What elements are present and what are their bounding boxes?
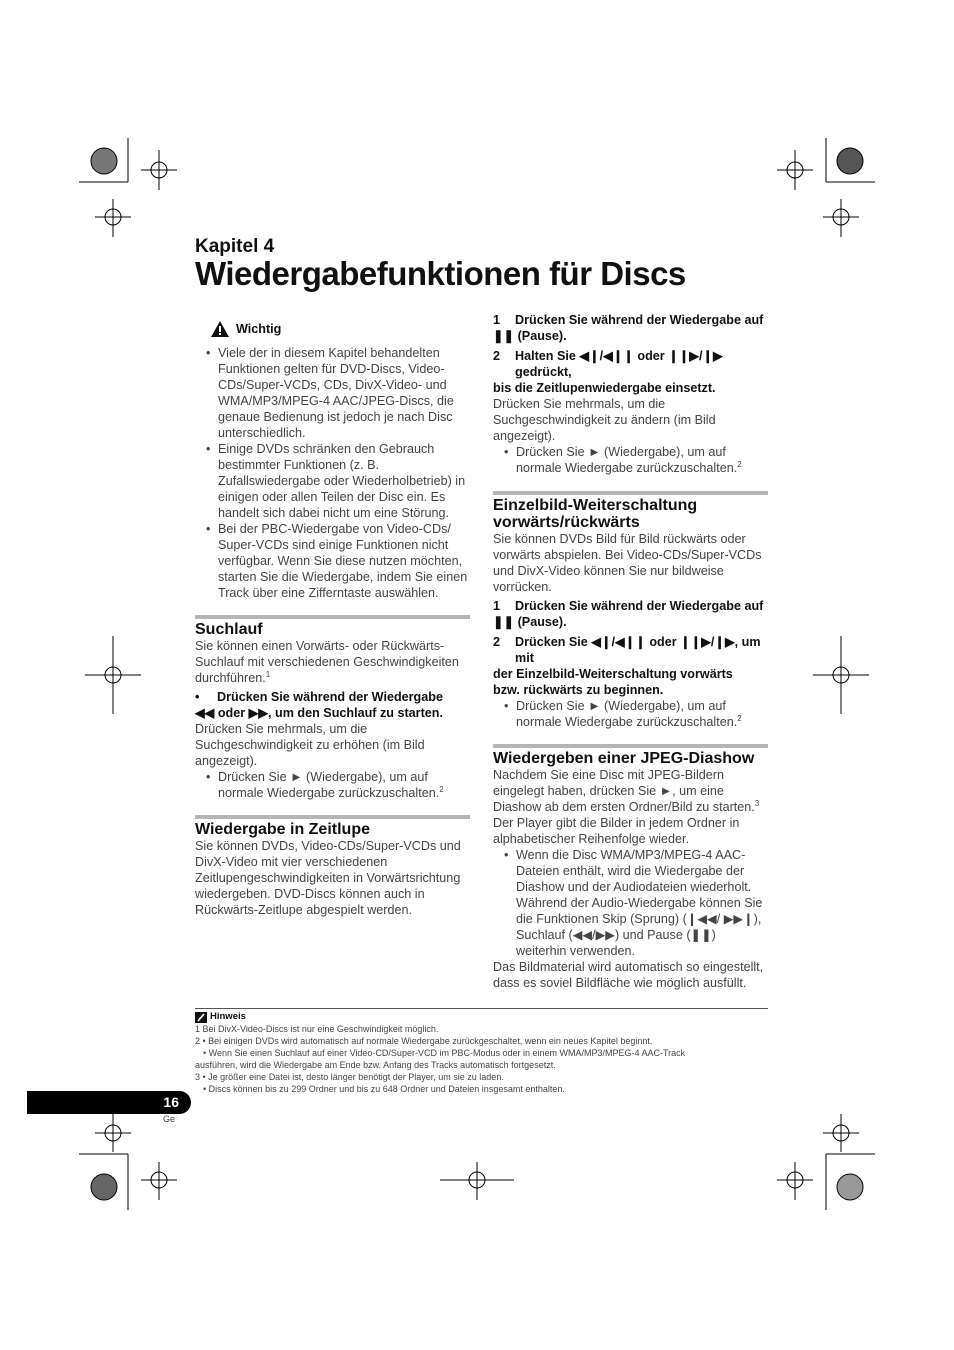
instruction-step-cont: bis die Zeitlupenwiedergabe einsetzt. [493, 381, 716, 395]
bullet-list [493, 698, 768, 730]
section-text: Sie können einen Vorwärts- oder Rückwärts-Suchlauf mit verschiedenen Geschwindigkeiten durchführen.$^1$ [195, 639, 459, 685]
list-item: • Drücken Sie ► (Wiedergabe), um auf normale Wiedergabe zurückzuschalten.$^2$ [516, 444, 768, 476]
footnote-line: ausführen, wird die Wiedergabe am Ende bzw. Anfang des Tracks automatisch fortgesetzt. [195, 1060, 556, 1070]
list-item: • Viele der in diesem Kapitel behandelten Funktionen gelten für DVD-Discs, Video-CDs/Super-VCDs, CDs, DivX-Video- und WMA/MP3/MPEG-4 AAC/JPEG-Discs, die genaue Bedienung ist jedoch je nach Disc unterschiedlich. [218, 345, 470, 441]
footnote-line: • Wenn Sie einen Suchlauf auf einer Video-CD/Super-VCD im PBC-Modus oder in einem WMA/MP3/MPEG-4 AAC-Track [203, 1048, 686, 1058]
instruction-step-cont: ❚❚ (Pause). [493, 615, 567, 629]
section-heading-suchlauf: Suchlauf [195, 615, 470, 638]
warning-icon [210, 320, 230, 338]
list-item: • Einige DVDs schränken den Gebrauch bestimmter Funktionen (z. B. Zufallswiedergabe oder Wiederholbetrieb) in einigen oder allen Teilen der Disc ein. Es handelt sich dabei nicht um eine Störung. [218, 441, 470, 521]
list-item: • Drücken Sie ► (Wiedergabe), um auf normale Wiedergabe zurückzuschalten.$^2$ [218, 769, 470, 801]
bullet-list [493, 444, 768, 476]
footnote-line: 3 • Je größer eine Datei ist, desto länger benötigt der Player, um sie zu laden. [195, 1072, 504, 1082]
note-pencil-icon [195, 1012, 207, 1023]
instruction-step: 2 Halten Sie ◀❙/◀❙❙ oder ❙❙▶/❙▶ gedrückt, [493, 349, 723, 379]
list-item: • Bei der PBC-Wiedergabe von Video-CDs/ Super-VCDs sind einige Funktionen nicht verfügbar. Wenn Sie diese nutzen möchten, starten Sie die Wiedergabe, indem Sie einen Track über eine Zifferntaste auswählen. [218, 521, 470, 601]
section-heading-jpeg: Wiedergeben einer JPEG-Diashow [493, 744, 768, 767]
section-text: Drücken Sie mehrmals, um die Suchgeschwindigkeit zu ändern (im Bild angezeigt). [493, 397, 716, 443]
section-heading-einzelbild: Einzelbild-Weiterschaltung vorwärts/rückwärts [493, 491, 768, 531]
section-text: Sie können DVDs Bild für Bild rückwärts oder vorwärts abspielen. Bei Video-CDs/Super-VCDs und DivX-Video können Sie nur bildweise vorrücken. [493, 532, 762, 594]
bullet-list [195, 769, 470, 801]
section-text: Das Bildmaterial wird automatisch so eingestellt, dass es soviel Bildfläche wie möglich ausfüllt. [493, 960, 764, 990]
page-title: Wiedergabefunktionen für Discs [195, 255, 686, 292]
important-box-header [210, 320, 470, 338]
language-code: Ge [163, 1114, 176, 1124]
instruction-step-cont: der Einzelbild-Weiterschaltung vorwärts [493, 667, 733, 681]
section-text: Drücken Sie mehrmals, um die Suchgeschwindigkeit zu erhöhen (im Bild angezeigt). [195, 722, 425, 768]
list-item: • Wenn die Disc WMA/MP3/MPEG-4 AAC-Dateien enthält, wird die Wiedergabe der Diashow und der Audiodateien wiederholt. Während der Audio-Wiedergabe können Sie die Funktionen Skip (Sprung) (❙◀◀/ ▶▶❙), Suchlauf (◀◀/▶▶) und Pause (❚❚) weiterhin verwenden. [516, 847, 768, 959]
instruction-step: 1 Drücken Sie während der Wiedergabe auf [493, 599, 764, 613]
page-number-tab [27, 1091, 191, 1114]
section-text: Nachdem Sie eine Disc mit JPEG-Bildern eingelegt haben, drücken Sie ►, um eine Diashow ab dem ersten Ordner/Bild zu starten.$^3$ Der Player gibt die Bilder in jedem Ordner in alphabetischer Reihenfolge wieder. [493, 768, 760, 846]
footnote-line: 1 Bei DivX-Video-Discs ist nur eine Geschwindigkeit möglich. [195, 1024, 439, 1034]
page-number: 16 [163, 1094, 179, 1110]
list-item: • Drücken Sie ► (Wiedergabe), um auf normale Wiedergabe zurückzuschalten.$^2$ [516, 698, 768, 730]
instruction-step: 1 Drücken Sie während der Wiedergabe auf [493, 313, 764, 327]
note-header: Hinweis [195, 1011, 768, 1023]
instruction-step: • Drücken Sie während der Wiedergabe [195, 690, 443, 704]
bullet-list [493, 847, 768, 959]
instruction-step-cont: bzw. rückwärts zu beginnen. [493, 683, 664, 697]
section-heading-zeitlupe: Wiedergabe in Zeitlupe [195, 815, 470, 838]
chapter-label: Kapitel 4 [195, 236, 275, 257]
important-label: Wichtig [236, 322, 282, 336]
footnotes [195, 1008, 768, 1095]
instruction-step-cont: ❚❚ (Pause). [493, 329, 567, 343]
instruction-step-cont: ◀◀ oder ▶▶, um den Suchlauf zu starten. [195, 706, 443, 720]
footnote-line: • Discs können bis zu 299 Ordner und bis zu 648 Ordner und Dateien insgesamt enthalten. [203, 1084, 565, 1094]
section-text: Sie können DVDs, Video-CDs/Super-VCDs und DivX-Video mit vier verschiedenen Zeitlupengeschwindigkeiten in Vorwärtsrichtung wiedergeben. DVD-Discs können auch in Rückwärts-Zeitlupe abgespielt werden. [195, 839, 461, 917]
important-list [195, 345, 470, 601]
instruction-step: 2 Drücken Sie ◀❙/◀❙❙ oder ❙❙▶/❙▶, um mit [493, 635, 761, 665]
footnote-line: 2 • Bei einigen DVDs wird automatisch auf normale Wiedergabe zurückgeschaltet, wenn ein neues Kapitel beginnt. [195, 1036, 653, 1046]
left-column [195, 320, 470, 918]
right-column [493, 312, 768, 991]
